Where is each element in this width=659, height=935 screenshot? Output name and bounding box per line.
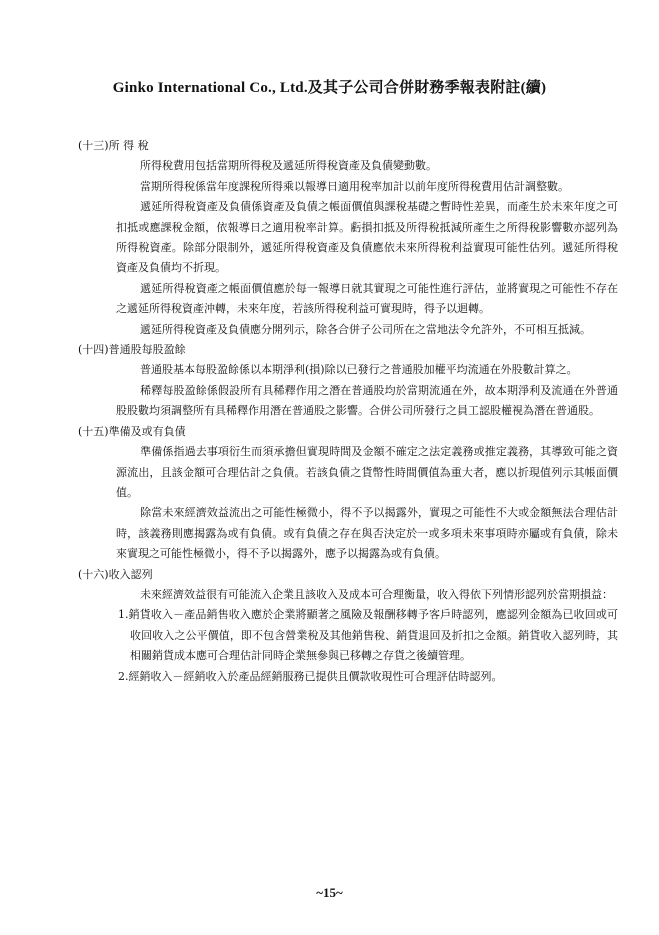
paragraph: 準備係指過去事項衍生而須承擔但實現時間及金額不確定之法定義務或推定義務，其導致可能之資源流出，且該金額可合理估計之負債。若該負債之貨幣性時間價值為重大者，應以折現值列示其帳面價值。 xyxy=(116,445,618,499)
revenue-list xyxy=(78,605,618,687)
paragraph: 遞延所得稅資產及負債應分開列示，除各合併子公司所在之當地法令允許外，不可相互抵減。 xyxy=(140,322,591,336)
section-heading: (十四)普通股每股盈餘 xyxy=(78,343,186,357)
paragraph: 遞延所得稅資產及負債係資產及負債之帳面價值與課稅基礎之暫時性差異，而產生於未來年度之可扣抵或應課稅金額，依報導日之適用稅率計算。虧損扣抵及所得稅抵減所產生之所得稅影響數亦認列為所得稅資產。除部分限制外，遞延所得稅資產及負債應依未來所得稅利益實現可能性估列。遞延所得稅資產及負債均不折現。 xyxy=(116,200,618,275)
notes-body xyxy=(78,136,618,687)
paragraph: 普通股基本每股盈餘係以本期淨利(損)除以已發行之普通股加權平均流通在外股數計算之。 xyxy=(140,363,578,377)
list-item: 2.經銷收入－經銷收入於產品經銷服務已提供且價款收現性可合理評估時認列。 xyxy=(118,669,503,683)
paragraph: 遞延所得稅資產之帳面價值應於每一報導日就其實現之可能性進行評估，並將實現之可能性不存在之遞延所得稅資產沖轉，未來年度，若該所得稅利益可實現時，得予以迴轉。 xyxy=(116,281,618,316)
paragraph: 稀釋每股盈餘係假設所有具稀釋作用之潛在普通股均於當期流通在外，故本期淨利及流通在外普通股股數均須調整所有具稀釋作用潛在普通股之影響。合併公司所發行之員工認股權視為潛在普通股。 xyxy=(116,383,618,418)
page-title: Ginko International Co., Ltd.及其子公司合併財務季報表附註(續) xyxy=(112,80,547,96)
section-earnings-per-share xyxy=(78,340,618,422)
paragraph: 當期所得稅係當年度課稅所得乘以報導日適用稅率加計以前年度所得稅費用估計調整數。 xyxy=(140,179,569,193)
paragraph: 未來經濟效益很有可能流入企業且該收入及成本可合理衡量，收入得依下列情形認列於當期損益： xyxy=(140,587,613,601)
page-number: ~15~ xyxy=(316,885,343,900)
section-income-tax xyxy=(78,136,618,340)
section-heading: (十六)收入認列 xyxy=(78,567,153,581)
section-heading: (十五)準備及或有負債 xyxy=(78,424,186,438)
paragraph: 所得稅費用包括當期所得稅及遞延所得稅資產及負債變動數。 xyxy=(140,159,437,173)
section-revenue-recognition xyxy=(78,565,618,687)
section-provisions xyxy=(78,422,618,565)
paragraph: 除當未來經濟效益流出之可能性極微小，得不予以揭露外，實現之可能性不大或金額無法合理估計時，該義務則應揭露為或有負債。或有負債之存在與否決定於一或多項未來事項時亦屬或有負債，除未來實現之可能性極微小，得不予以揭露外，應予以揭露為或有負債。 xyxy=(116,506,618,561)
section-heading: (十三)所 得 稅 xyxy=(78,139,149,152)
list-item: 1.銷貨收入－產品銷售收入應於企業將顯著之風險及報酬移轉予客戶時認列，應認列金額為已收回或可收回收入之公平價值，即不包含營業稅及其他銷售稅、銷貨退回及折扣之金額。銷貨收入認列時，其相關銷貨成本應可合理估計同時企業無參與已移轉之存貨之後續管理。 xyxy=(118,608,618,663)
